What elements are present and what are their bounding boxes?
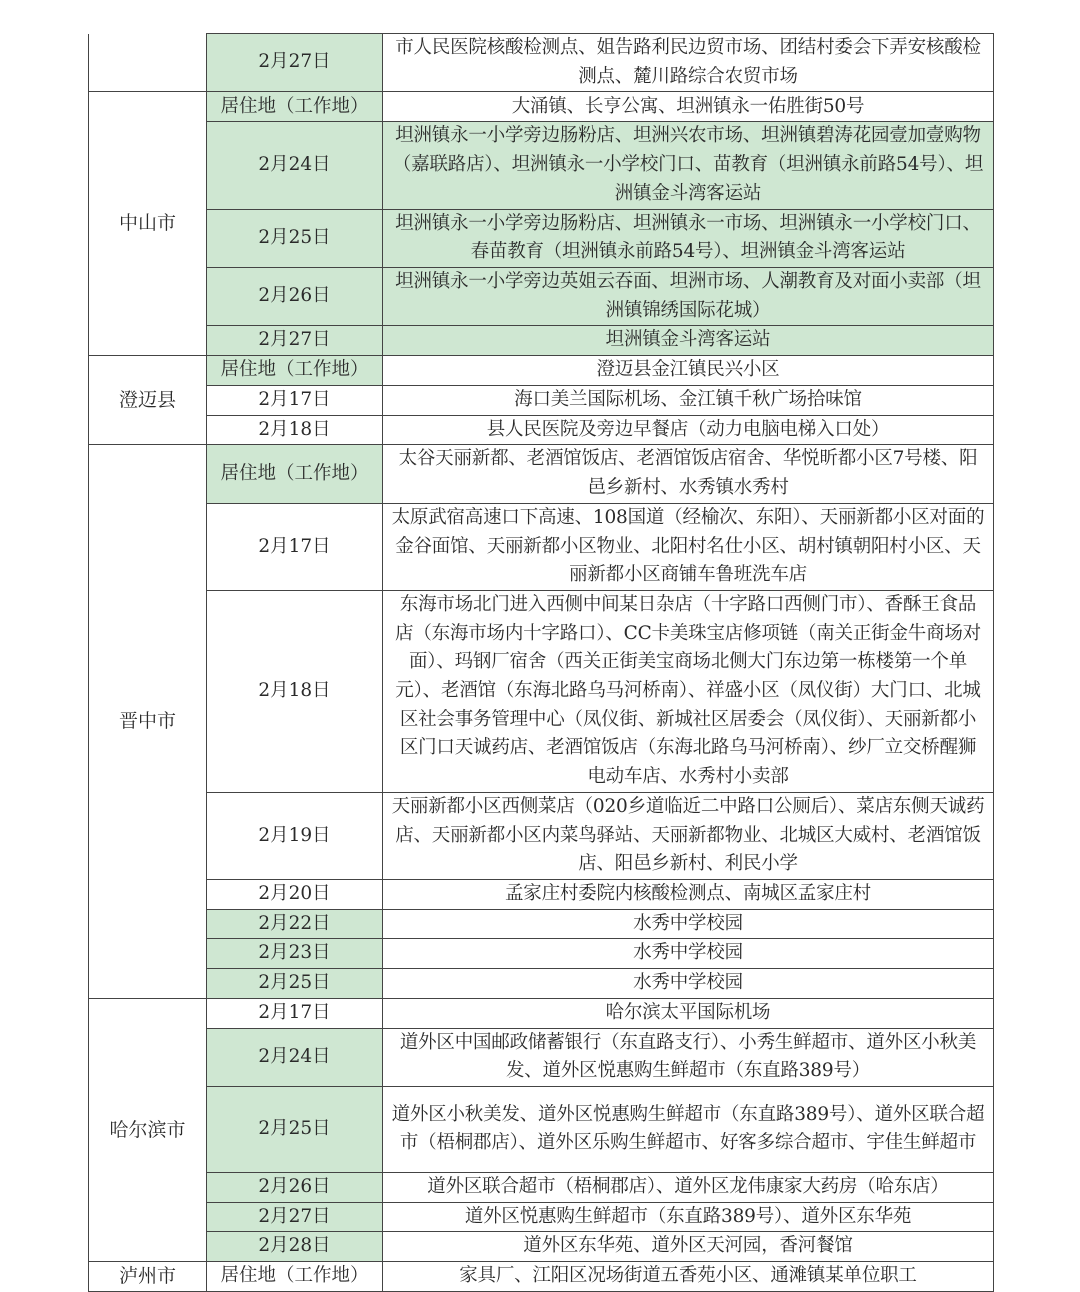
date-cell: 2月24日: [207, 1028, 383, 1086]
date-cell: 2月26日: [207, 1172, 383, 1202]
place-cell: 道外区东华苑、道外区天河园，香河餐馆: [383, 1232, 994, 1262]
city-cell: 泸州市: [89, 1262, 207, 1292]
date-cell: 2月24日: [207, 122, 383, 209]
table-row: [89, 326, 994, 356]
place-cell: 海口美兰国际机场、金江镇千秋广场拾味馆: [383, 386, 994, 416]
place-cell: 坦洲镇永一小学旁边肠粉店、坦洲镇永一市场、坦洲镇永一小学校门口、春苗教育（坦洲镇永前路54号）、坦洲镇金斗湾客运站: [383, 209, 994, 267]
table-row: [89, 1262, 994, 1292]
table-row: [89, 92, 994, 122]
table-row: [89, 267, 994, 325]
place-cell: 家具厂、江阳区况场街道五香苑小区、通滩镇某单位职工: [383, 1262, 994, 1292]
place-cell: 天丽新都小区西侧菜店（020乡道临近二中路口公厕后）、菜店东侧天诚药店、天丽新都小区内菜鸟驿站、天丽新都物业、北城区大威村、老酒馆饭店、阳邑乡新村、利民小学: [383, 792, 994, 879]
date-cell: 2月17日: [207, 386, 383, 416]
place-cell: 坦洲镇永一小学旁边肠粉店、坦洲兴农市场、坦洲镇碧涛花园壹加壹购物（嘉联路店）、坦洲镇永一小学校门口、苗教育（坦洲镇永前路54号）、坦洲镇金斗湾客运站: [383, 122, 994, 209]
table-row: [89, 122, 994, 209]
table-row: [89, 879, 994, 909]
table-row: [89, 386, 994, 416]
date-cell: 2月20日: [207, 879, 383, 909]
table-row: [89, 792, 994, 879]
place-cell: 水秀中学校园: [383, 969, 994, 999]
itinerary-table-body: [89, 34, 994, 1292]
table-row: [89, 909, 994, 939]
place-cell: 澄迈县金江镇民兴小区: [383, 356, 994, 386]
date-cell: 2月19日: [207, 792, 383, 879]
table-row: [89, 590, 994, 792]
city-cell: 中山市: [89, 92, 207, 356]
table-row: [89, 356, 994, 386]
table-row: [89, 998, 994, 1028]
table-row: [89, 1232, 994, 1262]
date-cell: 2月27日: [207, 1202, 383, 1232]
place-cell: 坦洲镇永一小学旁边英姐云吞面、坦洲市场、人潮教育及对面小卖部（坦洲镇锦绣国际花城）: [383, 267, 994, 325]
date-cell: 2月25日: [207, 969, 383, 999]
table-row: [89, 34, 994, 92]
place-cell: 道外区联合超市（梧桐郡店）、道外区龙伟康家大药房（哈东店）: [383, 1172, 994, 1202]
date-cell: 居住地（工作地）: [207, 92, 383, 122]
table-row: [89, 1202, 994, 1232]
place-cell: 道外区小秋美发、道外区悦惠购生鲜超市（东直路389号）、道外区联合超市（梧桐郡店）、道外区乐购生鲜超市、好客多综合超市、宇佳生鲜超市: [383, 1086, 994, 1172]
date-cell: 2月27日: [207, 326, 383, 356]
city-cell: [89, 34, 207, 92]
table-row: [89, 445, 994, 503]
place-cell: 道外区悦惠购生鲜超市（东直路389号）、道外区东华苑: [383, 1202, 994, 1232]
date-cell: 2月25日: [207, 1086, 383, 1172]
table-row: [89, 969, 994, 999]
date-cell: 居住地（工作地）: [207, 356, 383, 386]
table-row: [89, 1172, 994, 1202]
place-cell: 哈尔滨太平国际机场: [383, 998, 994, 1028]
place-cell: 水秀中学校园: [383, 909, 994, 939]
table-row: [89, 209, 994, 267]
place-cell: 太原武宿高速口下高速、108国道（经榆次、东阳）、天丽新都小区对面的金谷面馆、天丽新都小区物业、北阳村名仕小区、胡村镇朝阳村小区、天丽新都小区商铺车鲁班洗车店: [383, 503, 994, 590]
table-row: [89, 503, 994, 590]
table-row: [89, 1028, 994, 1086]
table-row: [89, 939, 994, 969]
table-row: [89, 415, 994, 445]
place-cell: 坦洲镇金斗湾客运站: [383, 326, 994, 356]
place-cell: 道外区中国邮政储蓄银行（东直路支行）、小秀生鲜超市、道外区小秋美发、道外区悦惠购生鲜超市（东直路389号）: [383, 1028, 994, 1086]
place-cell: 县人民医院及旁边早餐店（动力电脑电梯入口处）: [383, 415, 994, 445]
place-cell: 孟家庄村委院内核酸检测点、南城区孟家庄村: [383, 879, 994, 909]
place-cell: 市人民医院核酸检测点、姐告路利民边贸市场、团结村委会下弄安核酸检测点、麓川路综合农贸市场: [383, 34, 994, 92]
date-cell: 2月27日: [207, 34, 383, 92]
place-cell: 大涌镇、长亨公寓、坦洲镇永一佑胜街50号: [383, 92, 994, 122]
itinerary-table: [88, 33, 994, 1292]
date-cell: 2月22日: [207, 909, 383, 939]
date-cell: 2月18日: [207, 590, 383, 792]
place-cell: 太谷天丽新都、老酒馆饭店、老酒馆饭店宿舍、华悦昕都小区7号楼、阳邑乡新村、水秀镇水秀村: [383, 445, 994, 503]
city-cell: 晋中市: [89, 445, 207, 998]
date-cell: 居住地（工作地）: [207, 445, 383, 503]
place-cell: 水秀中学校园: [383, 939, 994, 969]
table-row: [89, 1086, 994, 1172]
date-cell: 2月23日: [207, 939, 383, 969]
date-cell: 2月18日: [207, 415, 383, 445]
date-cell: 居住地（工作地）: [207, 1262, 383, 1292]
place-cell: 东海市场北门进入西侧中间某日杂店（十字路口西侧门市）、香酥王食品店（东海市场内十字路口）、CC卡美珠宝店修项链（南关正街金牛商场对面）、玛钢厂宿舍（西关正街美宝商场北侧大门东边第一栋楼第一个单元）、老酒馆（东海北路乌马河桥南）、祥盛小区（凤仪街）大门口、北城区社会事务管理中心（凤仪街、新城社区居委会（凤仪街）、天丽新都小区门口天诚药店、老酒馆饭店（东海北路乌马河桥南）、纱厂立交桥醒狮电动车店、水秀村小卖部: [383, 590, 994, 792]
date-cell: 2月25日: [207, 209, 383, 267]
city-cell: 澄迈县: [89, 356, 207, 445]
city-cell: 哈尔滨市: [89, 998, 207, 1261]
date-cell: 2月26日: [207, 267, 383, 325]
date-cell: 2月17日: [207, 503, 383, 590]
date-cell: 2月17日: [207, 998, 383, 1028]
date-cell: 2月28日: [207, 1232, 383, 1262]
